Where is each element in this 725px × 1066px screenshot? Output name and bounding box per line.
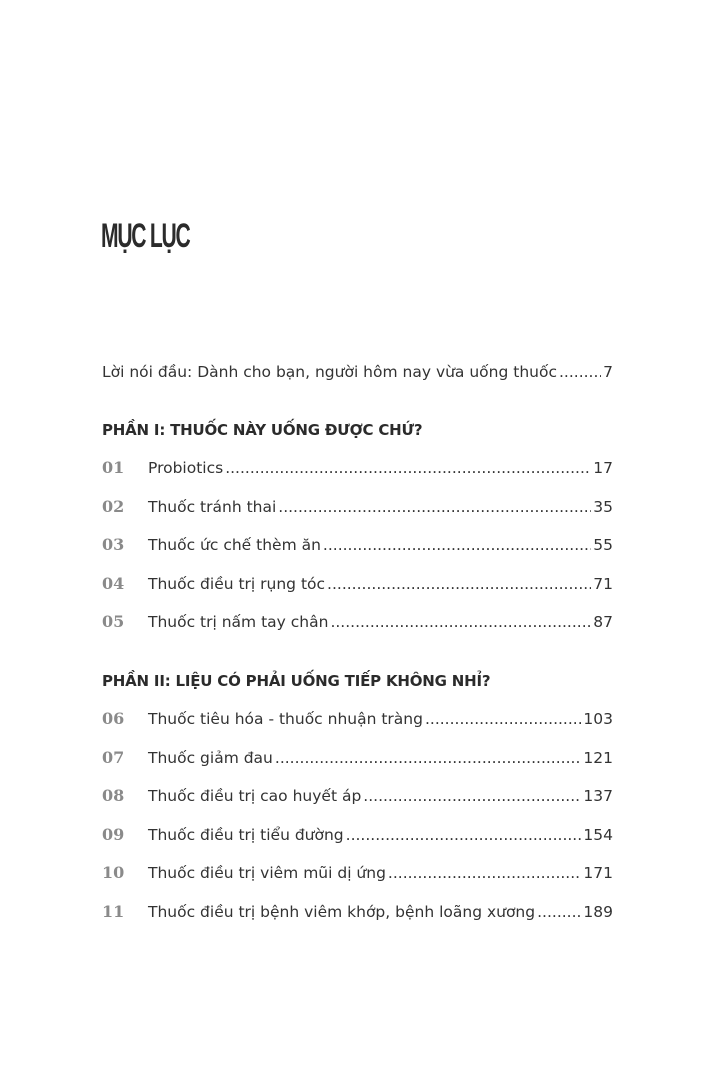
chapter-number: 02 — [102, 497, 125, 516]
toc-entry-title: Thuốc điều trị cao huyết áp — [148, 787, 362, 805]
dot-leader — [275, 746, 582, 770]
chapter-number: 09 — [102, 825, 125, 844]
dot-leader — [278, 495, 591, 519]
toc-entry[interactable] — [102, 707, 613, 731]
chapter-number: 04 — [102, 574, 125, 593]
dot-leader — [225, 456, 591, 480]
dot-leader — [327, 572, 591, 596]
toc-entry-page: 171 — [583, 864, 613, 882]
toc-entry-page: 17 — [593, 459, 613, 477]
toc-entry-page: 154 — [583, 826, 613, 844]
dot-leader — [537, 900, 581, 924]
toc-entry-page: 71 — [593, 575, 613, 593]
part-heading-2: PHẦN II: LIỆU CÓ PHẢI UỐNG TIẾP KHÔNG NHỈ? — [102, 672, 491, 690]
toc-entry[interactable] — [102, 784, 613, 808]
toc-entry[interactable] — [102, 746, 613, 770]
toc-entry-title: Thuốc điều trị viêm mũi dị ứng — [148, 864, 386, 882]
toc-entry-page: 7 — [603, 363, 613, 381]
chapter-number: 05 — [102, 612, 125, 631]
toc-entry[interactable] — [102, 456, 613, 480]
chapter-number: 01 — [102, 458, 125, 477]
part-heading-1: PHẦN I: THUỐC NÀY UỐNG ĐƯỢC CHỨ? — [102, 421, 423, 439]
chapter-number: 11 — [102, 902, 125, 921]
toc-entry-title: Thuốc ức chế thèm ăn — [148, 536, 321, 554]
chapter-number: 03 — [102, 535, 125, 554]
dot-leader — [346, 823, 582, 847]
chapter-number: 07 — [102, 748, 125, 767]
dot-leader — [363, 784, 581, 808]
toc-entry-page: 87 — [593, 613, 613, 631]
toc-entry-title: Thuốc điều trị rụng tóc — [148, 575, 326, 593]
dot-leader — [559, 360, 601, 384]
toc-entry[interactable] — [102, 572, 613, 596]
toc-entry-page: 121 — [583, 749, 613, 767]
dot-leader — [425, 707, 581, 731]
chapter-number: 06 — [102, 709, 125, 728]
toc-entry[interactable] — [102, 495, 613, 519]
toc-entry-page: 189 — [583, 903, 613, 921]
toc-entry-page: 55 — [593, 536, 613, 554]
toc-entry-title: Lời nói đầu: Dành cho bạn, người hôm nay vừa uống thuốc — [102, 363, 557, 381]
toc-entry[interactable] — [102, 610, 613, 634]
toc-entry-page: 137 — [583, 787, 613, 805]
toc-entry-title: Probiotics — [148, 459, 224, 477]
toc-entry-title: Thuốc điều trị tiểu đường — [148, 826, 344, 844]
toc-entry[interactable] — [102, 823, 613, 847]
toc-entry[interactable] — [102, 900, 613, 924]
toc-entry[interactable] — [102, 533, 613, 557]
toc-entry-title: Thuốc điều trị bệnh viêm khớp, bệnh loãng xương — [148, 903, 536, 921]
toc-entry-page: 35 — [593, 498, 613, 516]
toc-entry-title: Thuốc giảm đau — [148, 749, 273, 767]
toc-entry-preface[interactable] — [102, 360, 613, 384]
toc-entry-title: Thuốc tiêu hóa - thuốc nhuận tràng — [148, 710, 423, 728]
toc-entry-page: 103 — [583, 710, 613, 728]
chapter-number: 10 — [102, 863, 125, 882]
toc-entry-title: Thuốc trị nấm tay chân — [148, 613, 329, 631]
dot-leader — [388, 861, 581, 885]
dot-leader — [323, 533, 591, 557]
toc-entry-title: Thuốc tránh thai — [148, 498, 277, 516]
toc-entry[interactable] — [102, 861, 613, 885]
chapter-number: 08 — [102, 786, 125, 805]
dot-leader — [330, 610, 591, 634]
page-title: MỤC LỤC — [101, 217, 190, 255]
